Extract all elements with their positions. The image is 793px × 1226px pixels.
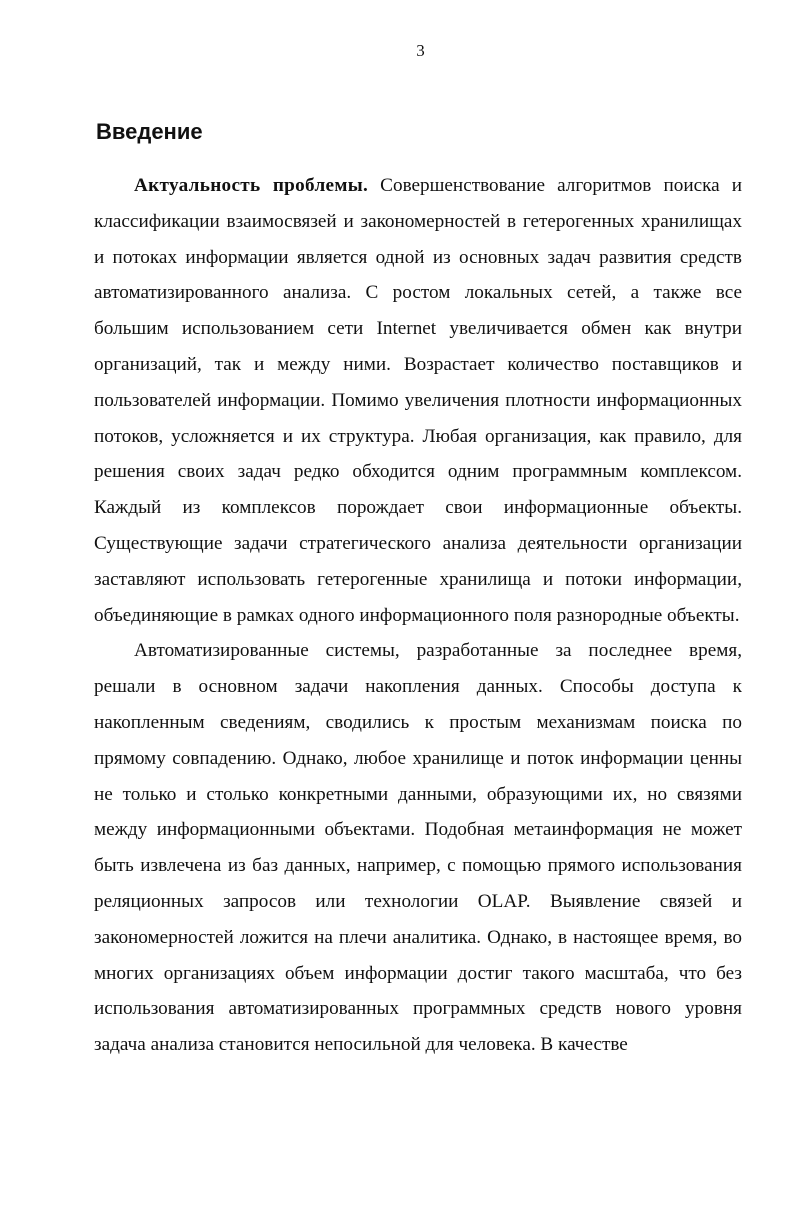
paragraph-relevance bbox=[94, 168, 742, 633]
paragraph-text: Совершенствование алгоритмов поиска и классификации взаимосвязей и закономерностей в гетерогенных хранилищах и потоках информации является одной из основных задач развития средств автоматизированного анализа. С ростом локальных сетей, а также все большим использованием сети Internet увеличивается обмен как внутри организаций, так и между ними. Возрастает количество поставщиков и пользователей информации. Помимо увеличения плотности информационных потоков, усложняется и их структура. Любая организация, как правило, для решения своих задач редко обходится одним программным комплексом. Каждый из комплексов порождает свои информационные объекты. Существующие задачи стратегического анализа деятельности организации заставляют использовать гетерогенные хранилища и потоки информации, объединяющие в рамках одного информационного поля разнородные объекты. bbox=[94, 175, 743, 626]
body-text bbox=[94, 168, 742, 1063]
page-number: 3 bbox=[416, 41, 425, 60]
paragraph-automated-systems bbox=[94, 633, 742, 1063]
paragraph-text: Автоматизированные системы, разработанные за последнее время, решали в основном задачи накопления данных. Способы доступа к накопленным сведениям, сводились к простым механизмам поиска по прямому совпадению. Однако, любое хранилище и поток информации ценны не только и столько конкретными данными, образующими их, но связями между информационными объектами. Подобная метаинформация не может быть извлечена из баз данных, например, с помощью прямого использования реляционных запросов или технологии OLAP. Выявление связей и закономерностей ложится на плечи аналитика. Однако, в настоящее время, во многих организациях объем информации достиг такого масштаба, что без использования автоматизированных программных средств нового уровня задача анализа становится непосильной для человека. В качестве bbox=[94, 640, 742, 1056]
section-heading: Введение bbox=[96, 119, 203, 144]
paragraph-lead-term: Актуальность проблемы. bbox=[134, 175, 369, 196]
